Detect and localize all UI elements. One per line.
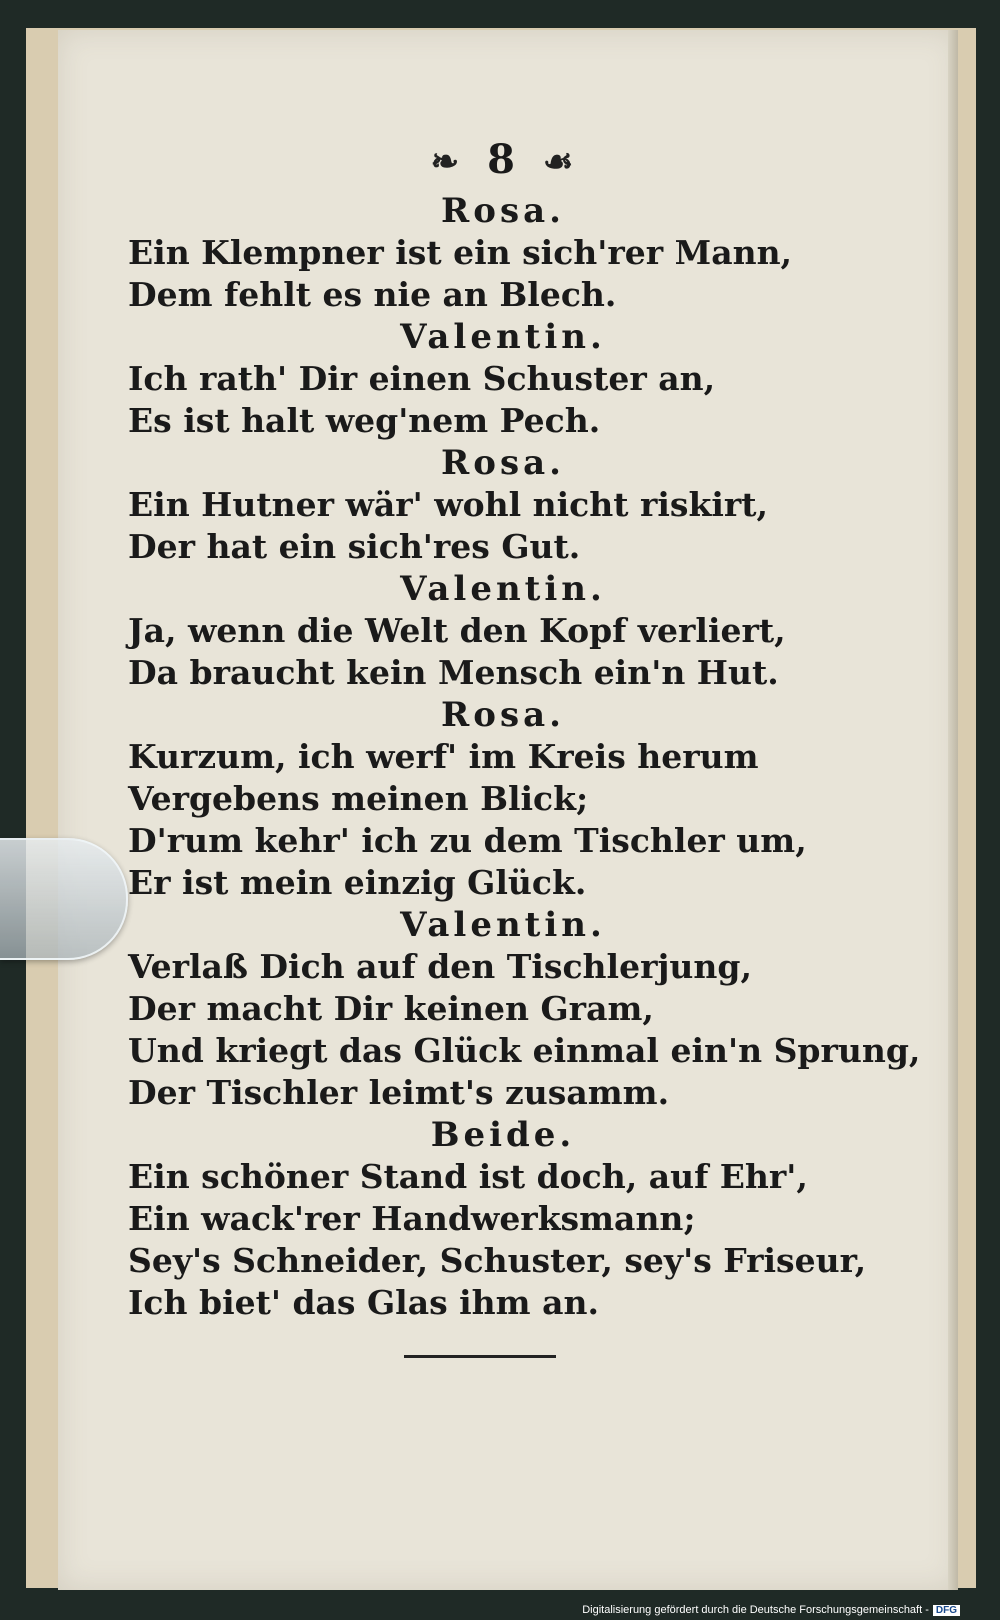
verse-line: Vergebens meinen Blick; (128, 779, 589, 818)
verse-line: Ein Klempner ist ein sich'rer Mann, (128, 233, 793, 272)
verse-body (128, 190, 921, 1324)
ornament-left-icon: ❧ (430, 142, 462, 182)
footer-text: Digitalisierung gefördert durch die Deutsche Forschungsgemeinschaft - (582, 1604, 929, 1616)
speaker-name: Rosa. (441, 695, 565, 735)
ornament-right-icon: ☙ (542, 142, 576, 182)
closing-rule (404, 1355, 556, 1358)
speaker-name: Valentin. (400, 317, 606, 357)
verse-line: Dem fehlt es nie an Blech. (128, 275, 617, 314)
book-page (58, 30, 958, 1590)
verse-line: Ein schöner Stand ist doch, auf Ehr', (128, 1157, 808, 1196)
verse-line: Verlaß Dich auf den Tischlerjung, (128, 947, 752, 986)
verse-line: Er ist mein einzig Glück. (128, 863, 587, 902)
verse-line: Der hat ein sich'res Gut. (128, 527, 581, 566)
verse-line: Und kriegt das Glück einmal ein'n Sprung, (128, 1031, 921, 1070)
speaker-name: Rosa. (441, 443, 565, 483)
speaker-name: Valentin. (400, 905, 606, 945)
verse-line: Kurzum, ich werf' im Kreis herum (128, 737, 759, 776)
verse-line: Ich biet' das Glas ihm an. (128, 1283, 599, 1322)
verse-line: Ein wack'rer Handwerksmann; (128, 1199, 696, 1238)
verse-line: D'rum kehr' ich zu dem Tischler um, (128, 821, 807, 860)
verse-line: Ja, wenn die Welt den Kopf verliert, (128, 611, 786, 650)
speaker-name: Rosa. (441, 191, 565, 231)
page-header (98, 130, 908, 190)
page-number: 8 (487, 136, 517, 183)
verse-line: Der macht Dir keinen Gram, (128, 989, 654, 1028)
verse-line: Der Tischler leimt's zusamm. (128, 1073, 670, 1112)
page-edge (948, 30, 958, 1590)
speaker-name: Valentin. (400, 569, 606, 609)
speaker-name: Beide. (430, 1115, 576, 1155)
verse-line: Sey's Schneider, Schuster, sey's Friseur, (128, 1241, 867, 1280)
page-clip (0, 838, 128, 960)
page-content (128, 130, 921, 1324)
verse-line: Ich rath' Dir einen Schuster an, (128, 359, 716, 398)
verse-line: Es ist halt weg'nem Pech. (128, 401, 601, 440)
footer-credit (582, 1604, 960, 1616)
dfg-logo: DFG (933, 1605, 960, 1616)
verse-line: Ein Hutner wär' wohl nicht riskirt, (128, 485, 769, 524)
verse-line: Da braucht kein Mensch ein'n Hut. (128, 653, 779, 692)
